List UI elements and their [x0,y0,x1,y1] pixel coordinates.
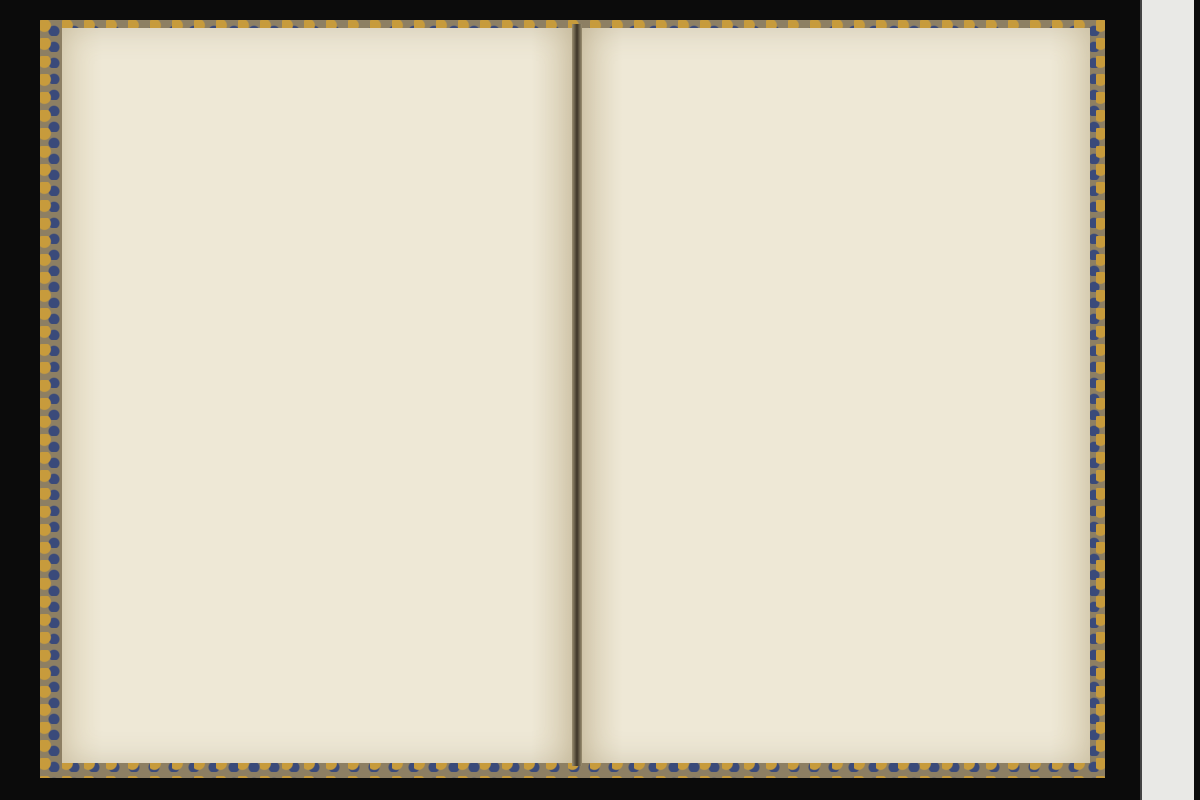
left-page [62,28,572,763]
book-gutter [572,24,582,766]
measuring-ruler [1140,0,1194,800]
right-page [582,28,1090,763]
